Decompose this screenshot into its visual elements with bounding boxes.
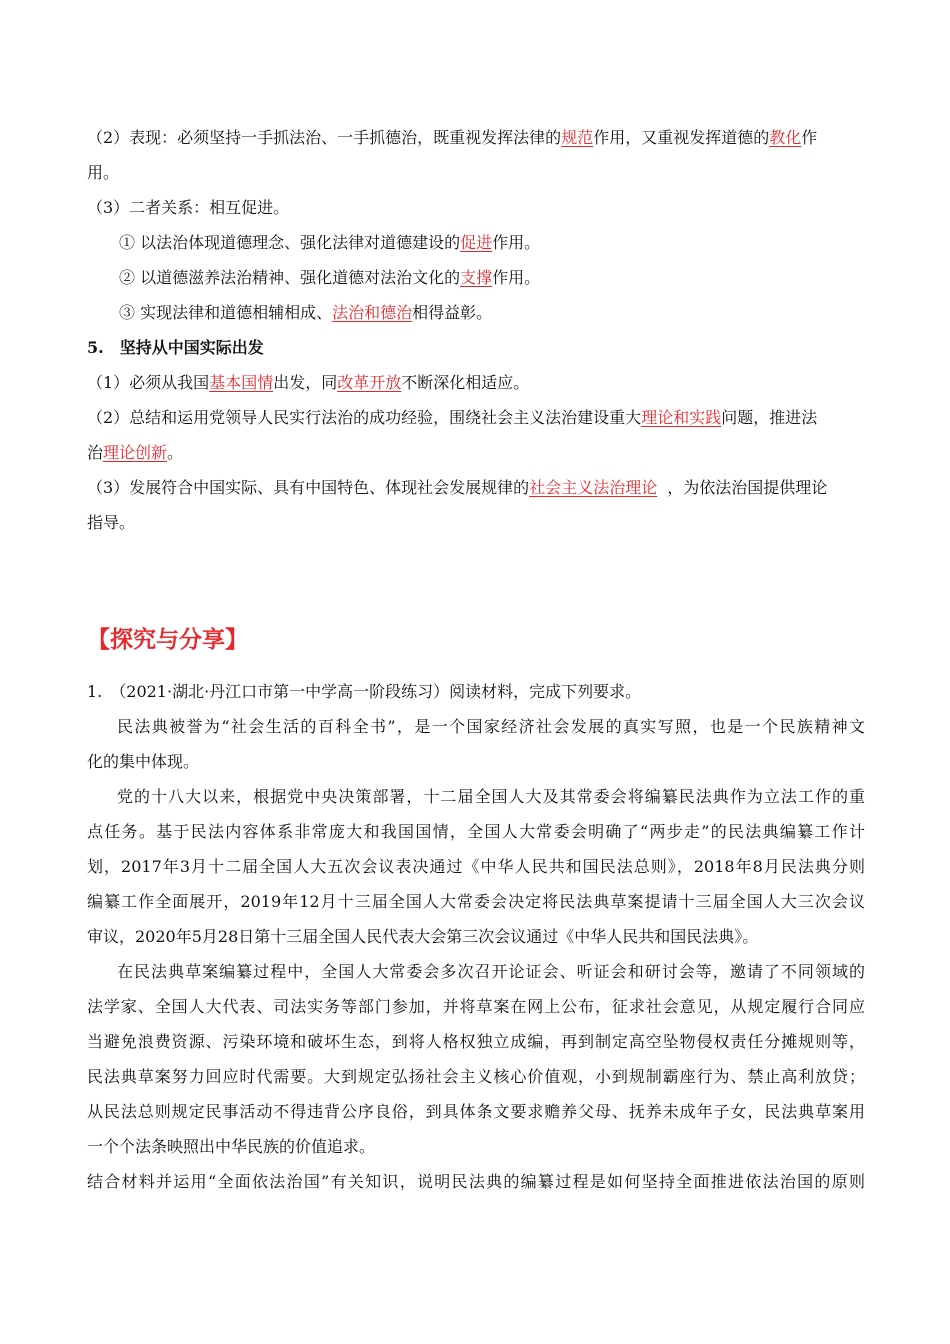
highlight-support: 支撑: [460, 268, 493, 287]
material-para-3-line-6: 一个个法条映照出中华民族的价值追求。: [87, 1137, 376, 1156]
sub-item-3: ③ 实现法律和道德相辅相成、法治和德治相得益彰。: [119, 303, 493, 322]
material-para-2-line-1: 党的十八大以来，根据党中央决策部署，十二届全国人大及其常委会将编纂民法典作为立法工作的重: [117, 787, 865, 806]
material-para-3-line-4: 民法典草案努力回应时代需要。大到规定弘扬社会主义核心价值观，小到规制霸座行为、禁止高利放贷；: [87, 1067, 865, 1086]
material-para-2-line-5: 审议，2020年5月28日第十三届全国人民代表大会第三次会议通过《中华人民共和国民法典》。: [87, 927, 759, 946]
highlight-promote: 促进: [460, 233, 493, 252]
explore-question: [87, 674, 865, 1199]
highlight-theory-and-practice: 理论和实践: [641, 408, 722, 427]
sub-item-1: ① 以法治体现道德理念、强化法律对道德建设的促进作用。: [119, 233, 541, 252]
section-5-item-1: （1）必须从我国基本国情出发，同改革开放不断深化相适应。: [87, 373, 530, 392]
highlight-norm: 规范: [561, 128, 594, 147]
section-5-item-2-line-2: 治理论创新。: [87, 443, 184, 462]
highlight-edification: 教化: [769, 128, 802, 147]
material-para-3-line-2: 法学家、全国人大代表、司法实务等部门参加，并将草案在网上公布，征求社会意见，从规定履行合同应: [87, 997, 865, 1016]
highlight-socialist-rule-of-law-theory: 社会主义法治理论: [529, 478, 658, 497]
material-para-2-line-2: 点任务。基于民法内容体系非常庞大和我国国情，全国人大常委会明确了“两步走”的民法典编纂工作计: [87, 822, 865, 841]
material-para-3-line-3: 当避免浪费资源、污染环境和破坏生态，到将人格权独立成编，再到制定高空坠物侵权责任分摊规则等，: [87, 1032, 865, 1051]
section-5-item-3-line-2: 指导。: [87, 513, 136, 532]
material-para-1-line-1: 民法典被誉为“社会生活的百科全书”，是一个国家经济社会发展的真实写照，也是一个民族精神文: [117, 717, 865, 736]
section-5-heading: 5. 坚持从中国实际出发: [87, 338, 264, 357]
highlight-theory-innovation: 理论创新: [103, 443, 168, 462]
material-para-1-line-2: 化的集中体现。: [87, 752, 200, 771]
item-2-line-2: 用。: [87, 163, 120, 182]
highlight-reform-opening: 改革开放: [337, 373, 402, 392]
highlight-basic-national-conditions: 基本国情: [209, 373, 274, 392]
material-para-2-line-3: 划，2017年3月十二届全国人大五次会议表决通过《中华人民共和国民法总则》，2018年8月民法典分则: [87, 857, 865, 876]
highlight-rule-of-law-and-virtue: 法治和德治: [332, 303, 413, 322]
explore-share-title: 【探究与分享】: [87, 627, 248, 653]
item-3: （3）二者关系：相互促进。: [87, 198, 290, 217]
question-prompt: 结合材料并运用“全面依法治国”有关知识，说明民法典的编纂过程是如何坚持全面推进依法治国的原则: [87, 1172, 865, 1191]
sub-item-2: ② 以道德滋养法治精神、强化道德对法治文化的支撑作用。: [119, 268, 541, 287]
section-law-and-morality: [87, 120, 865, 540]
material-para-2-line-4: 编纂工作全面展开，2019年12月十三届全国人大常委会决定将民法典草案提请十三届全国人大三次会议: [87, 892, 865, 911]
section-5-item-2-line-1: （2）总结和运用党领导人民实行法治的成功经验，围绕社会主义法治建设重大理论和实践问题，推进法: [87, 408, 818, 427]
question-intro: 1. （2021·湖北·丹江口市第一中学高一阶段练习）阅读材料，完成下列要求。: [87, 682, 642, 701]
item-2-line-1: （2）表现：必须坚持一手抓法治、一手抓德治，既重视发挥法律的规范作用，又重视发挥道德的教化作: [87, 128, 818, 147]
material-para-3-line-5: 从民法总则规定民事活动不得违背公序良俗，到具体条文要求赡养父母、抚养未成年子女，民法典草案用: [87, 1102, 865, 1121]
section-5-item-3-line-1: （3）发展符合中国实际、具有中国特色、体现社会发展规律的社会主义法治理论 ，为依法治国提供理论: [87, 478, 828, 497]
material-para-3-line-1: 在民法典草案编纂过程中，全国人大常委会多次召开论证会、听证会和研讨会等，邀请了不同领域的: [117, 962, 865, 981]
